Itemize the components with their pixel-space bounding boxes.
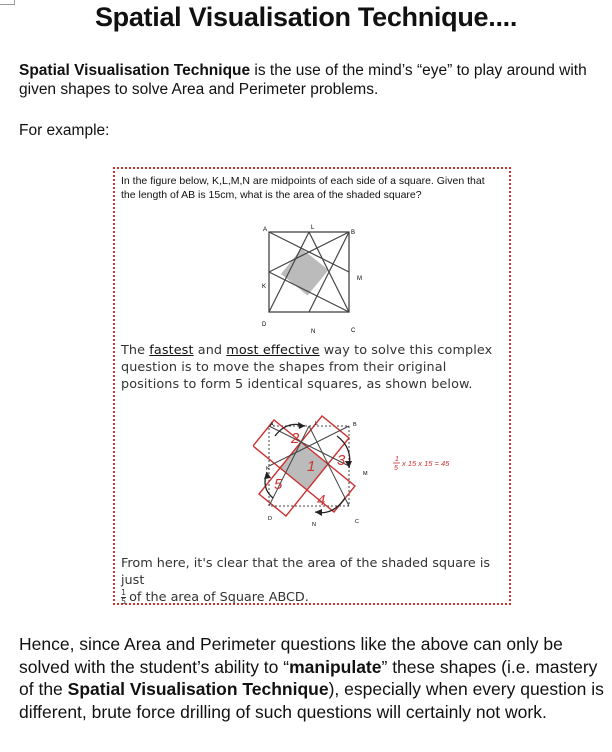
figure-five-squares — [253, 414, 463, 532]
fraction-numerator: 1 — [121, 588, 127, 597]
for-example-label: For example: — [19, 122, 110, 139]
arrow-5-head — [264, 472, 271, 479]
label-k: K — [262, 284, 267, 290]
label-d: D — [262, 322, 267, 328]
label-m: M — [357, 276, 362, 282]
arrow-4-head — [315, 509, 322, 516]
fig2-label-m: M — [363, 471, 368, 477]
solution-most-effective: most effective — [226, 343, 320, 358]
hence-part-1: Hence, since Area and Perimeter questions like the above can only be solved with the student’s ability to “ — [19, 634, 563, 677]
number-3: 3 — [337, 452, 346, 469]
label-l: L — [311, 225, 315, 231]
label-c: C — [351, 328, 356, 334]
formula-denominator: 5 — [394, 465, 398, 472]
arrow-2-head — [298, 422, 305, 429]
fig2-label-l: L — [315, 421, 319, 427]
number-5: 5 — [274, 476, 283, 493]
conclusion-text — [121, 555, 511, 606]
solution-part-1: The — [121, 343, 150, 358]
hence-part-2: ” these shapes (i.e. mastery of the — [19, 656, 598, 699]
hence-part-3: ), especially when every question is different, brute force drilling of such questions will certainly not work. — [19, 679, 604, 722]
label-b: B — [351, 230, 356, 236]
fig2-label-b: B — [353, 422, 357, 428]
intro-term: Spatial Visualisation Technique — [19, 62, 251, 79]
figure-square-abcd — [255, 222, 365, 334]
fig2-label-c: C — [355, 519, 359, 525]
intro-rest: is the use of the mind’s “eye” to play around with given shapes to solve Area and Perimeter problems. — [19, 62, 587, 98]
label-a: A — [263, 227, 268, 233]
fig2-label-a: A — [270, 422, 274, 428]
fig2-label-d: D — [268, 516, 272, 522]
hence-paragraph — [19, 633, 604, 723]
solution-part-3: way to solve this complex question is to move the shapes from their original positions to form 5 identical squares, as shown below. — [121, 343, 493, 392]
hence-manipulate: manipulate — [289, 656, 382, 677]
hence-term: Spatial Visualisation Technique — [67, 679, 329, 699]
formula-expression: x 15 x 15 = 45 — [402, 459, 450, 468]
conclusion-part-2: of the area of Square ABCD. — [129, 590, 309, 605]
solution-fastest: fastest — [149, 343, 194, 358]
fraction-denominator: 5 — [121, 597, 127, 606]
formula-numerator: 1 — [395, 456, 399, 463]
solution-part-2: and — [193, 343, 227, 358]
fig2-label-n: N — [312, 522, 316, 528]
number-2: 2 — [291, 430, 300, 447]
fig2-label-k: K — [266, 466, 270, 472]
page-title: Spatial Visualisation Technique.... — [94, 2, 518, 32]
intro-paragraph — [19, 61, 599, 99]
number-4: 4 — [317, 492, 326, 509]
conclusion-part-1: From here, it's clear that the area of the shaded square is just — [121, 556, 491, 588]
question-text: In the figure below, K,L,M,N are midpoints of each side of a square. Given that the length of AB is 15cm, what is the area of the shaded square? — [121, 175, 485, 201]
conclusion-fraction — [121, 589, 126, 606]
number-1: 1 — [307, 458, 316, 475]
solution-text — [121, 342, 506, 393]
label-n: N — [311, 329, 316, 334]
